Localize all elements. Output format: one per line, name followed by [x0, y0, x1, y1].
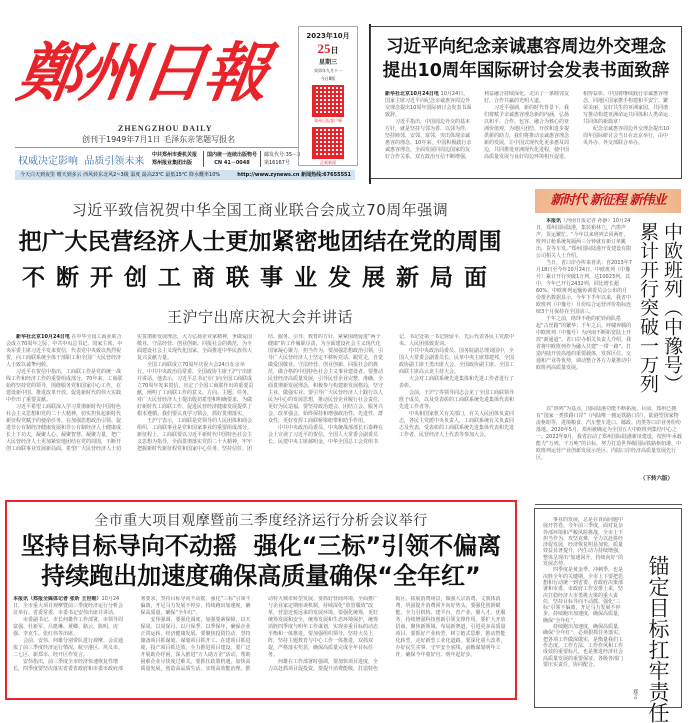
cn-label: 国内统一连续出版物号 [207, 152, 258, 158]
paragraph-text: 10月24日，全市重大项目观摩暨前三季度经济运行分析会议举行。省委常委、市委书记安伟出席并讲话。 [13, 596, 124, 616]
headline-line: 提出10周年国际研讨会发表书面致辞 [382, 61, 670, 81]
lunar-date: 癸卯年九月十一 [314, 68, 342, 73]
paragraph: 会前，王沪宁等领导同志会见了全国工商联领导班子成员，以及受表彰的工商联系统先进集体代表和先进工作者等。 [399, 390, 515, 410]
bottom-body [13, 596, 509, 696]
paragraph: 中央和国家机关有关部门，有关人民团体负责同志，各民主党派中央负责人，工商联系统有关负责同志及代表，受表彰的工商联系统先进集体代表和先进工作者，民营经济人士代表等参加大会。 [399, 411, 515, 438]
divider [15, 147, 298, 148]
paragraph: 习近平在贺信中指出，工商联工作是党的统一战线工作和经济工作的重要组成部分。70年来，工商联始终坚持党的领导，围绕服务党和国家中心工作，在建设新中国、推进改革开放、促进新时代的伟大实践中作出了重要贡献。 [6, 369, 123, 403]
paragraph: 何雄在工作部署时强调，要加快项目进度，全力以赴抓项目促投资。要提升消费能级，打造特色街区，拓展消费场景，做强大宗消费、文旅体消费，巩固提升消费回升向好势头。要强化创新赋能，全力引机构、建平台、育产业、聚人才、优服务，持续增强科技创新引领支撑作用。要扩大开放招商，聚焦新领域、布局新赛道，引进更多高质量项目。要抓好产业转型，树立链式思维，推动智能化转型，走好新型工业化道路。要深化重大改革，办好民生实事，守牢安全底线，前瞻谋划明年工作，确保今年收好官、明年起好步。 [268, 596, 506, 672]
paragraph: 以“班列”为基点，国际陆港功能不断拓展。目前，郑州已拥有“国家一类铁路口岸”（内陆唯一拥运铁路口岸），陆港型国家物流枢纽等，进境粮食、汽车整车进口、邮政、肉类等口岸业务纷纷落地。2020年5月，郑州被确定为全国五大中欧班列集结中心之一。2022年9月，我省启动了郑州国际陆港新址建设，按照年承载能力“万列、千万吨”的目标，努力打造世界级国际铁路枢纽港、中欧班列运营产业创新发展示范区、内陆口岸经济高质量发展先行区。 [536, 406, 682, 461]
slogan: 权威决定影响 品质引领未来 [18, 156, 145, 167]
divider [535, 504, 682, 505]
publisher-line: 中共郑州市委机关报 [152, 152, 198, 158]
cn-number-block [203, 151, 261, 167]
paragraph: 习近平强调，新的时代背景下，我们将赋予亲诚惠容理念新的内涵，弘扬以和平、合作、包容、融合为核心的亚洲价值观，为地区团结、开放和进步提供新的助力。我们将推动亲诚惠容理念新的发展，让中国式现代化更多惠及周边，共同推进亚洲现代化进程，使中国高质量发展与良好周边环境相互促进、相得益彰。中国将继续践行亲诚惠容理念，同地区国家携手构建和平安宁、繁荣美丽、友好共生的亚洲家园，共同谱写推动构建亚洲命运共同体和人类命运共同体的新篇章！ [484, 91, 669, 160]
paragraph: 中共中央政治局委员、中央统战部部长石泰峰在会上宣读了习近平的贺信。全国人大常委会副委员长、民建中央主席郝明金，中华全国总工会党组书记、书记处第一书记徐留平，先后代表各民主党派中央、人民团体致贺词。 [268, 334, 515, 445]
dateline: 本报讯 [13, 596, 29, 602]
paragraph: 安伟指出，前三季度全市经济快速恢复性增长，四季度要坚决落实省委省政府和市委市政府部署要求，坚持目标导向不动摇，强化“三标”引领不偏离，开足马力发展不停步，持续跑出加速度，确保高质量，确保“全年红”。 [13, 596, 251, 672]
headline-line: 不断开创工商联事业发展新局面 [22, 265, 498, 291]
headline-line: 持续跑出加速度确保高质量确保“全年红” [41, 562, 481, 590]
headline-line: 累计开行突破一万列 [637, 222, 659, 393]
side-headline[interactable] [638, 222, 682, 394]
lead-subhead: 王沪宁出席庆祝大会并讲话 [166, 308, 353, 326]
lead-body [6, 334, 516, 492]
side-body-narrow [536, 218, 632, 404]
section-banner: 新时代 新征程 新伟业 [535, 189, 681, 213]
hotline[interactable]: http://www.zynews.cn 新闻热线:67655551 [237, 172, 351, 178]
weather-bar [15, 170, 355, 180]
publisher-info [152, 151, 197, 167]
qr-code-icon[interactable] [312, 85, 344, 117]
paragraph: 当日，省口岸办传来喜讯：自2013年7月18日至今年10月24日，中欧班列（中豫号）累计开行突破1万列，达10023列。其中，今年已开行2432列，同比增长超60%。中欧班列运输协调委员会公布的月份排名数据显示，今年下半年以来，我省中欧班列（中豫号）月份综合运营评价指标连续3个月保持在全国前三。 [536, 260, 632, 315]
commentary-byline: 郑言 [632, 689, 638, 699]
paragraph-text: 10月24日，国家主席习近平向纪念亲诚惠容周边外交理念提出10周年国际研讨会发表书面致辞。 [385, 91, 472, 118]
headline-line: 把广大民营经济人士更加紧密地团结在党的周围 [18, 229, 502, 255]
qr-label: 郑州日报客户端 [314, 118, 342, 123]
founding-line: 创刊于1949年7月1日 毛泽东亲笔题写报名 [82, 135, 236, 144]
paragraph: 千年之前，络绎不绝的驼铃商队搭起“古丝路”的繁华；千年之后，呼啸奔腾的中欧班列（中豫号）为河南不断拓宽陆上开放“新通道”。省口岸办相关负责人介绍，我省将中欧班列作为融入共建“一带一路”、打造内陆开放高地的重要载体，发挥区位、交通和产业等优势，调动整合各方力量推动中欧班列高质量发展。 [536, 316, 632, 371]
date-box [298, 26, 358, 166]
newspaper-logo: 鄭州日報 [12, 36, 272, 111]
headline-line: 习近平向纪念亲诚惠容周边外交理念 [386, 37, 666, 57]
side-body-wide [536, 406, 682, 472]
lead-headline[interactable] [5, 224, 515, 296]
weekday: 星期三 [318, 59, 337, 66]
top-story-headline[interactable] [371, 35, 681, 83]
issue-number: 第16167号 [264, 160, 290, 166]
bottom-kicker: 全市重大项目观摩暨前三季度经济运行分析会议举行 [94, 513, 428, 529]
dateline: 新华社北京10月24日电 [385, 91, 439, 97]
lead-kicker: 习近平致信祝贺中华全国工商业联合会成立70周年强调 [71, 201, 449, 219]
paragraph: 纪念亲诚惠容周边外交理念提出10周年国际研讨会当日在北京举行，由中央外办、外交部联合举办。 [583, 126, 670, 146]
paragraph: 会前，安伟、何雄分别带队进行观摩。会议通报了前三季度经济运行情况，航空港区、巩义市、二七区、新郑市、经开区作发言。 [13, 638, 124, 658]
paragraph: 王沪宁表示，工商联是党领导的人民团体和商会组织，工商联事业是党和国家事业的重要组成部分。新征程上，工商联要以习近平新时代中国特色社会主义思想为指导，全面贯彻落实党的二十大精神，牢牢把握新时代新征程党和国家中心任务，坚持信任、团结、服务、引导、教育的方针，紧紧围绕促进“两个健康”的工作履职尽责，为全面建设社会主义现代化国家凝心聚力，担当作为。要加强思想政治引领，引导广大民营经济人士坚定不移听党话、跟党走，自觉做爱国敬业、守法经营、创业创新、回报社会的典范，做合格的中国特色社会主义事业建设者。要推动民营经济高质量发展，引导民营企业完整、准确、全面贯彻新发展理念，积极参与构建新发展格局，坚守主业、做强实业。要引导广大民营经济人士践行以人民为中心的发展思想，推动民营企业履行社会责任，更好为民造福。要坚持政治建会、团结立会、服务兴会、改革强会，始终保持和增强政治性、先进性、群众性，更好发挥工商联桥梁纽带和助手作用。 [137, 334, 384, 452]
paragraph: 习近平指出，中国周边外交的基本方针，就是坚持与邻为善、以邻为伴，坚持睦邻、安邻、富邻，突出体现亲诚惠容的理念。10年来，中国积极践行亲诚惠容理念，全面发展同周边国家的友好合作关系，双方政治互信不断增强，利益融合持续深化，走出了一条睦邻友好、合作共赢的光明大道。 [385, 91, 570, 160]
commentary-body [543, 517, 627, 705]
weather-text: 今天白天到夜里 晴天到多云 西风转东北风2~3级 温度 最高23℃ 最低15℃ 降水概率10% [20, 172, 221, 178]
continued-note[interactable]: （下转六版） [640, 476, 674, 482]
bottom-story [5, 500, 517, 700]
headline-line: 中欧班列（中豫号） [661, 222, 683, 393]
top-story-body [385, 91, 671, 175]
day-suffix: 日 [330, 46, 339, 55]
commentary-headline[interactable]: 锚定目标扛牢责任 [646, 555, 670, 723]
cn-number: CN 41－0048 [214, 160, 250, 166]
paragraph [385, 91, 473, 119]
paragraph-text: 10月24日，郑州国际陆港，集装箱林立，汽笛声声，货运繁忙。“今年以来班列去回两旺，班列订舱系统每隔两三分钟就有新订单跳出，货等车发。”郑州国际陆港开发建设有限公司相关人士介绍。 [536, 218, 632, 259]
byline: （郑报全媒体记者 张昕 王世维） [28, 596, 102, 602]
paragraph [13, 596, 127, 617]
dateline: 本报讯 [546, 218, 562, 224]
headline-line: 坚持目标导向不动摇 强化“三标”引领不偏离 [20, 532, 502, 560]
top-story [370, 26, 682, 179]
paragraph: 事业的发展，总是在直面问题中展开答卷。今年前三季度，面对复杂外部环境和严峻风险挑战，全市上下担当作为、攻坚克难，全力以赴拼经济促发展，经济恢复明显加快，质量效益显著提升，内生动力持续增强，整体呈现出“加速回升、持续向好”的发展态势。 [543, 517, 624, 568]
paragraph: 安伟强调，要强化调度，加强要素保障，以天保周、以周保月、以月保季、以季保年，确保企业正常运转、经济健康发展。要聚焦投资拉动，坚持储备项目抓谋划、谋划项目抓开工、在建项目抓进度、投产项目抓达效，全力推进项目建设。要广泛开展助企纾困，深入推进“万人助万企”活动，帮助困难企业尽快度过难关。要抓住政策机遇，加快高质量发展，创造高品质生活，实现高效能治理，推动特大城市转型发展。要抓好营商环境，全面推广与企业家定期座谈机制，持续深化“放管服效”改革，营造近悦远来的发展环境。要强化统筹，更好统筹发展和安全，统筹发展和生态环境保护，统筹消胜四季度与明年工作谋划，实现多重目标的动态平衡和一体推进。要加强组织领导，坚持大员上阵，坚持主题教育与中心工作一体推进，双抓双促，严格落实奖惩，确保高质量完成全年目标任务。 [140, 596, 379, 672]
year-month: 2023年10月 [306, 32, 350, 40]
paragraph: 全国工商联成立70周年庆祝大会24日在京举行。中共中央政治局常委、全国政协主席王沪宁出席并讲话。他表示，习近平总书记专门向全国工商联成立70周年发来贺信，肯定了全国工商联作出的重要贡献，阐明了工商联工作的意义、方向、主题、任务，对广大民营经济人士提出殷切希望和明确要求，为做好新时代工商联工作、促进民营经济健康发展提供了根本遵循。我们要认真学习领会，抓好贯彻落实。 [137, 362, 254, 417]
paragraph [6, 334, 123, 369]
paragraph: 市委副书记、市长何雄作工作部署，市领导周富强、杜新军、吕挺琳、黄卿、路云、陈明、虎强、李克生、张红伟等出席。 [13, 617, 124, 637]
publisher-line: 郑州报业集团出版 [152, 160, 193, 166]
paragraph: 习近平希望工商联深入学习贯彻新时代中国特色社会主义思想和党的二十大精神，切实担负起新时代新征程党赋予的使命任务，在加强思想政治引领、促进非公有制经济健康发展和非公有制经济人士健康成长上下功夫，凝聚人心、凝聚智慧、凝聚力量，把广大民营经济人士更加紧密地团结在党的周围，不断开创工商联事业发展新局面。希望广大民营经济人士切实贯彻新发展理念，大力弘扬企业家精神，争做爱国敬业、守法经营、创业创新、回报社会的典范，为全面建设社会主义现代化国家、全面推进中华民族伟大复兴贡献力量。 [6, 334, 253, 452]
post-info [264, 151, 300, 167]
day-number: 25 [317, 41, 331, 56]
paragraph [536, 218, 632, 260]
paragraph: 四季度是黄金季、冲刺季，也是决胜全年的关键期。全市上下要把思想和行动统一到省委、省政府决策部署和市委、市政府工作安排上来，坚决扛稳经济大市勇挑大梁的重大责任，坚持目标导向不动摇、强化“三标”引领不偏离，开足马力发展不停步，持续跑出加速度，确保高质量，确保“全年红”。 [543, 567, 624, 624]
paragraph: 中共中央政治局委员、国务院副总理刘国中，全国人大常委会副委员长、民革中央主席郑建邦，全国政协副主席王勇出席大会。全国政协副主席、全国工商联主席高云龙主持大会。 [399, 348, 515, 375]
day [299, 41, 357, 57]
commentary-box [534, 508, 682, 723]
qr-label: 正观新闻 [320, 160, 336, 165]
logo-english: ZHENGZHOU DAILY [118, 124, 213, 133]
paragraph: 持续跑出加速度，确保高质量，确保“全年红”，必须狠抓任务落实。把各项工作做深做实，是衡量我们工作态度、工作方法、工作作风和工作成效的重要标尺，也是推进经济社会高质量发展的重要保证。各级各部门要压实责任，协同配合。 [543, 624, 624, 668]
byline: （河南日报记者 孙静） [561, 218, 613, 224]
post-code: 邮发代号:35－3 [264, 152, 301, 158]
dateline: 新华社北京10月24日电 [16, 334, 70, 340]
qr-code-icon[interactable] [312, 127, 344, 159]
paragraph: 大会对工商联系统先进集体和先进工作者进行了表彰。 [399, 376, 515, 389]
bottom-headline[interactable] [7, 531, 515, 591]
edition-count: 今日8版 [320, 76, 336, 81]
paragraph-text: 在中华全国工商业联合会成立70周年之际，中共中央总书记、国家主席、中央军委主席习近平发来贺信，代表党中央致以热烈祝贺，向工商联系统全体干部职工和全国广大民营经济人士致以诚挚问候。 [6, 334, 123, 368]
